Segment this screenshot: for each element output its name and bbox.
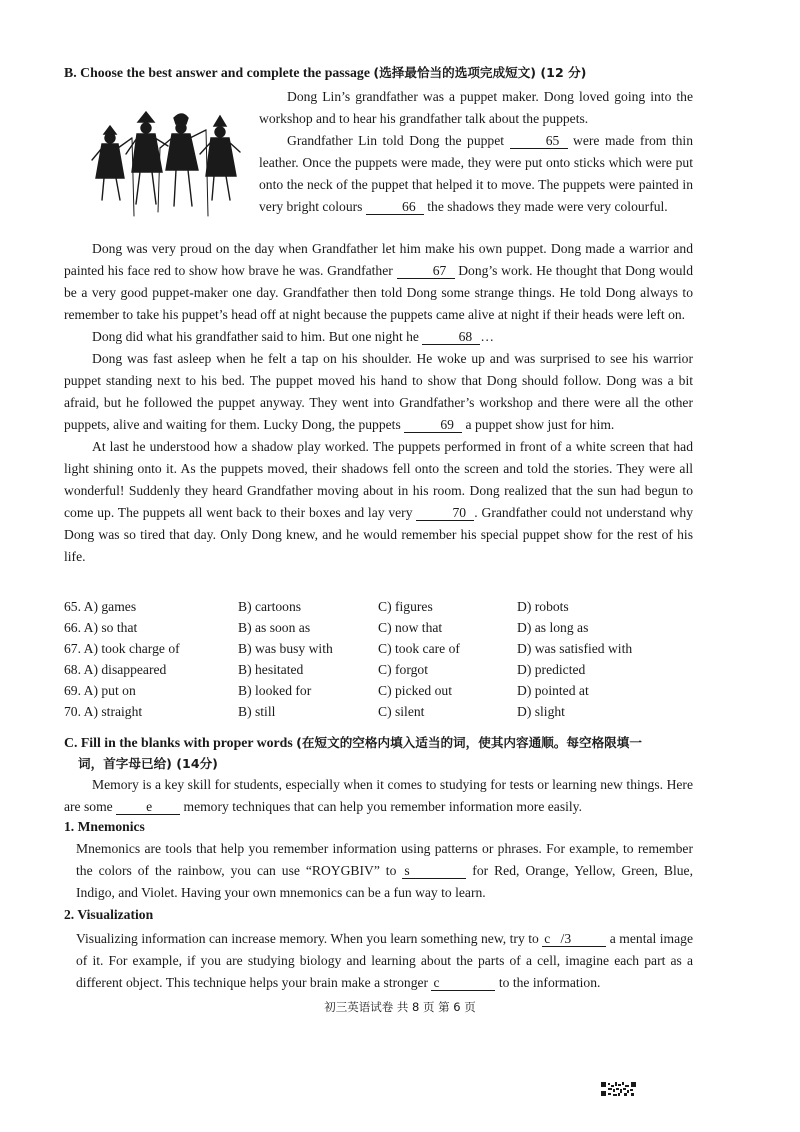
passage-paragraph-1: Dong Lin’s grandfather was a puppet maker. Dong loved going into the workshop and to hear his grandfather talk about the puppets.: [259, 89, 693, 126]
fill-blank-c-1[interactable]: c /3: [542, 931, 606, 947]
option-c[interactable]: C) picked out: [378, 683, 452, 698]
paragraph-mnemonics: Mnemonics are tools that help you remember information using patterns or phrases. For example, to remember the colors of the rainbow, you can use “ROYGBIV” to s for Red, Orange, Yellow, Green, Blue, Indigo, and Violet. Having your own mnemonics can be a fun way to learn.: [76, 841, 693, 900]
passage-intro: [259, 86, 693, 218]
option-row-67: [64, 638, 704, 659]
answer-options: [64, 596, 704, 722]
option-a[interactable]: 68. A) disappeared: [64, 662, 167, 677]
option-c[interactable]: C) silent: [378, 704, 425, 719]
answer-blank-68[interactable]: 68: [422, 329, 480, 345]
passage-body: [64, 238, 693, 568]
option-row-65: [64, 596, 704, 617]
option-d[interactable]: D) predicted: [517, 662, 586, 677]
score-mark: /3: [560, 931, 572, 946]
option-c[interactable]: C) took care of: [378, 641, 460, 656]
passage-paragraph-2: Grandfather Lin told Dong the puppet 65 were made from thin leather. Once the puppets were made, they were put onto sticks which were put onto the neck of the puppet that helped it to move. The puppets were painted in very bright colours 66 the shadows they made were very colourful.: [259, 133, 693, 214]
option-c[interactable]: C) forgot: [378, 662, 428, 677]
passage-paragraph-6: At last he understood how a shadow play worked. The puppets performed in front of a white screen that had light shining onto it. As the puppets moved, their shadows fell onto the screen and told the stories. They were all wonderful! Suddenly they heard Grandfather moving about in his room. Dong realized that the sun had begun to come up. The puppets all went back to their boxes and lay very 70 . Grandfather could not understand why Dong was so tired that day. Only Dong knew, and he would remember his special puppet show for the rest of his life.: [64, 439, 693, 564]
fill-blank-c-2[interactable]: c: [431, 975, 495, 991]
option-d[interactable]: D) pointed at: [517, 683, 589, 698]
option-b[interactable]: B) cartoons: [238, 599, 302, 614]
option-c[interactable]: C) now that: [378, 620, 443, 635]
paragraph-visualization: Visualizing information can increase memory. When you learn something new, try to c /3 a mental image of it. For example, if you are studying biology and learning about the parts of a cell, imagine each part as a different object. This technique helps your brain make a stronger c to the information.: [76, 931, 693, 990]
option-b[interactable]: B) was busy with: [238, 641, 333, 656]
answer-blank-66[interactable]: 66: [366, 199, 424, 215]
option-a[interactable]: 66. A) so that: [64, 620, 138, 635]
option-b[interactable]: B) as soon as: [238, 620, 311, 635]
section-b-title: B. Choose the best answer and complete the passage (选择最恰当的选项完成短文) (12 分): [64, 65, 587, 80]
option-c[interactable]: C) figures: [378, 599, 433, 614]
heading-mnemonics: 1. Mnemonics: [64, 819, 145, 834]
option-row-66: [64, 617, 704, 638]
option-row-69: [64, 680, 704, 701]
answer-blank-70[interactable]: 70: [416, 505, 474, 521]
shadow-puppet-illustration: [90, 108, 242, 218]
fill-blank-s[interactable]: s: [402, 863, 466, 879]
passage-paragraph-4: Dong did what his grandfather said to him. But one night he 68 …: [92, 329, 494, 344]
passage-paragraph-5: Dong was fast asleep when he felt a tap on his shoulder. He woke up and was surprised to see his warrior puppet standing next to his bed. The puppet moved his hand to show that Dong should follow. Dong was a bit afraid, but he followed the puppet anyway. They went into Grandfather’s workshop and there were all the other puppets, alive and waiting for them. Lucky Dong, the puppets 69 a puppet show just for him.: [64, 351, 693, 432]
option-d[interactable]: D) was satisfied with: [517, 641, 633, 656]
page-footer: 初三英语试卷 共 8 页 第 6 页: [324, 1000, 476, 1014]
option-d[interactable]: D) robots: [517, 599, 569, 614]
option-b[interactable]: B) hesitated: [238, 662, 304, 677]
answer-blank-65[interactable]: 65: [510, 133, 568, 149]
answer-blank-67[interactable]: 67: [397, 263, 455, 279]
section-c-intro: Memory is a key skill for students, especially when it comes to studying for tests or learning new things. Here are some e memory techniques that can help you remember information more easily.: [64, 777, 693, 814]
option-a[interactable]: 67. A) took charge of: [64, 641, 180, 656]
option-b[interactable]: B) still: [238, 704, 276, 719]
option-b[interactable]: B) looked for: [238, 683, 312, 698]
option-d[interactable]: D) slight: [517, 704, 565, 719]
option-row-68: [64, 659, 704, 680]
option-a[interactable]: 70. A) straight: [64, 704, 143, 719]
option-row-70: [64, 701, 704, 722]
option-a[interactable]: 65. A) games: [64, 599, 137, 614]
heading-visualization: 2. Visualization: [64, 907, 154, 922]
fill-blank-e[interactable]: e: [116, 799, 180, 815]
option-a[interactable]: 69. A) put on: [64, 683, 136, 698]
section-c-title: C. Fill in the blanks with proper words (在短文的空格内填入适当的词，使其内容通顺。每空格限填一 词，首字母已给) (14分): [64, 735, 642, 771]
passage-paragraph-3: Dong was very proud on the day when Grandfather let him make his own puppet. Dong made a warrior and painted his face red to show how brave he was. Grandfather 67 Dong’s work. He thought that Dong would be a very good puppet-maker one day. Grandfather then told Dong some strange things. He told Dong always to remember to take his puppet’s head off at night because the puppets came alive at night if their heads were left on.: [64, 241, 693, 322]
qr-code-icon: [601, 1082, 636, 1096]
option-d[interactable]: D) as long as: [517, 620, 589, 635]
answer-blank-69[interactable]: 69: [404, 417, 462, 433]
